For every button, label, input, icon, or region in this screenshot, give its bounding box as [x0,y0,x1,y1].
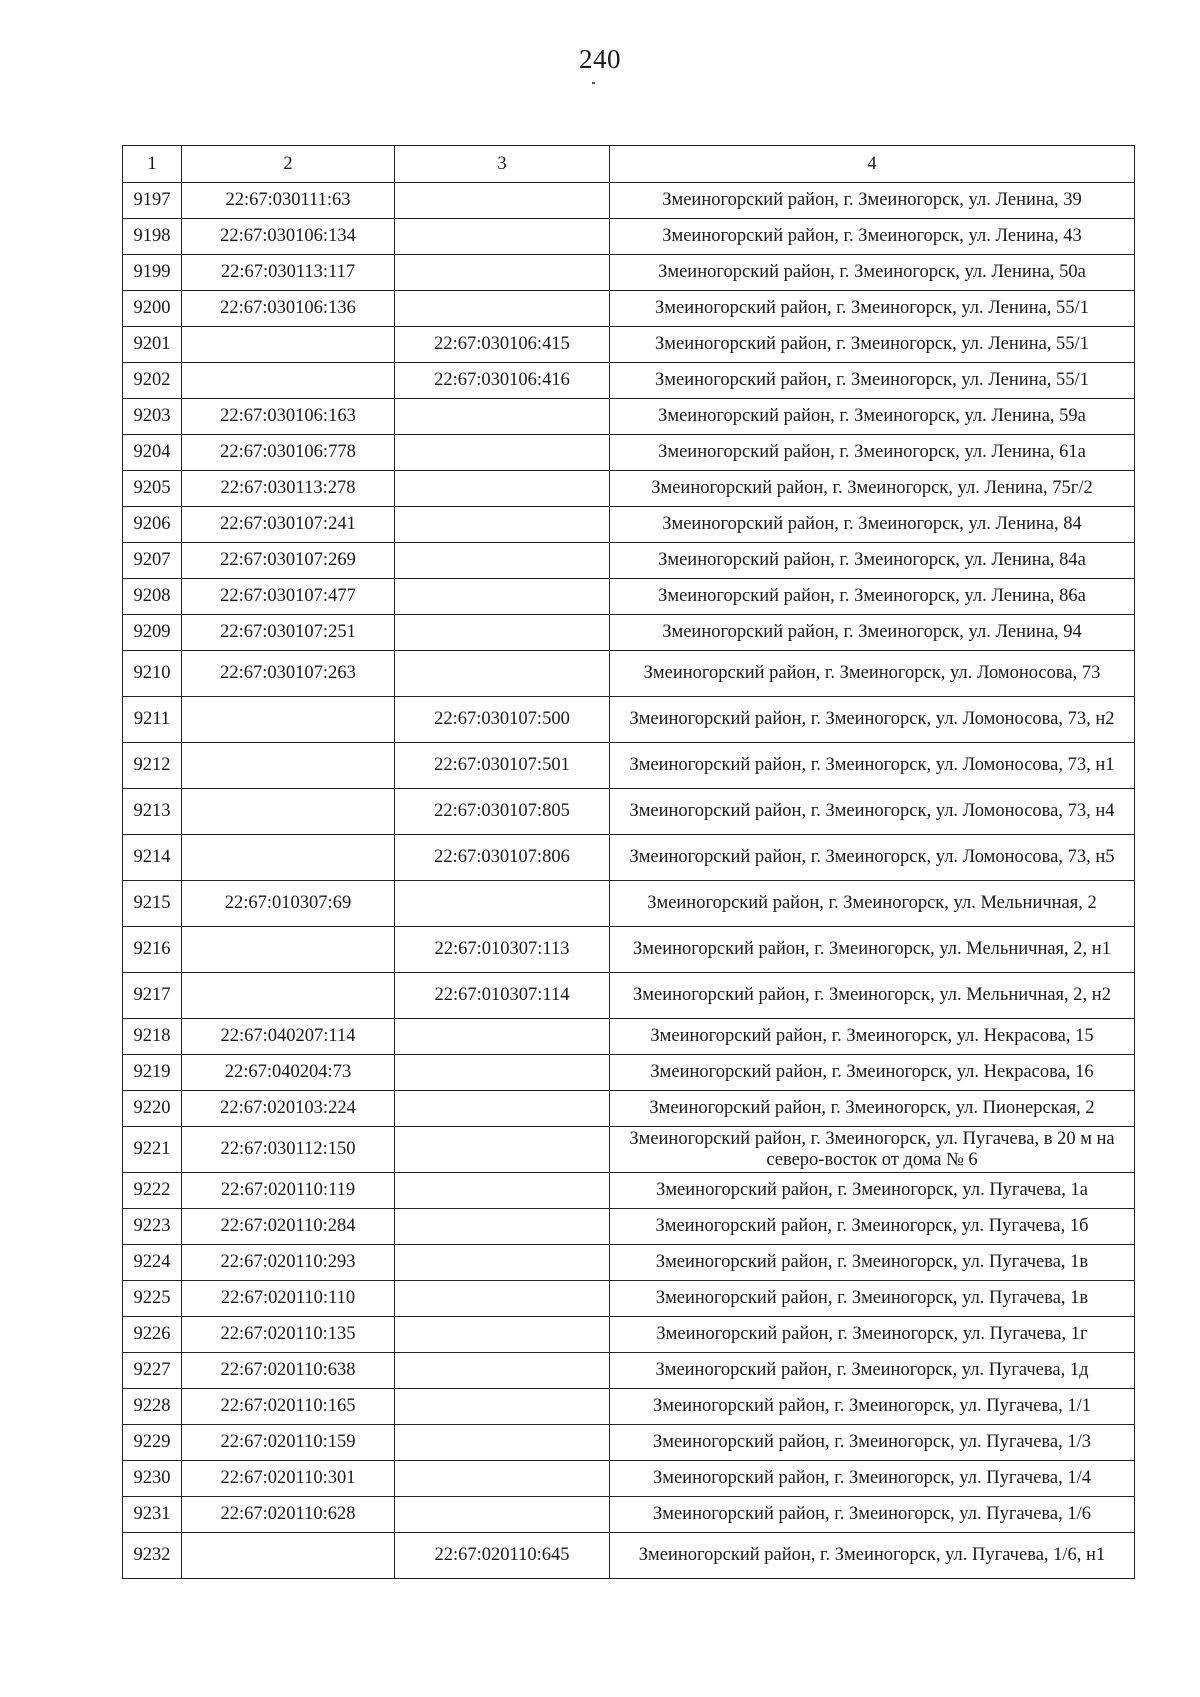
table-row [123,789,1135,835]
building-cadastral-number-cell [395,651,610,697]
building-cadastral-number-cell [395,255,610,291]
cadastral-number-cell: 22:67:010307:69 [182,881,395,927]
building-cadastral-number-cell: 22:67:010307:113 [395,927,610,973]
address-cell: Змеиногорский район, г. Змеиногорск, ул. Пугачева, 1в [610,1281,1135,1317]
row-number-cell: 9232 [123,1533,182,1579]
building-cadastral-number-cell [395,1497,610,1533]
table-row [123,1209,1135,1245]
table-row [123,1091,1135,1127]
row-number-cell: 9230 [123,1461,182,1497]
row-number-cell: 9228 [123,1389,182,1425]
row-number-cell: 9210 [123,651,182,697]
building-cadastral-number-cell [395,399,610,435]
cadastral-number-cell: 22:67:020110:284 [182,1209,395,1245]
table-row [123,1389,1135,1425]
building-cadastral-number-cell [395,1317,610,1353]
cadastral-number-cell: 22:67:020110:165 [182,1389,395,1425]
row-number-cell: 9220 [123,1091,182,1127]
cadastral-number-cell [182,363,395,399]
address-cell: Змеиногорский район, г. Змеиногорск, ул. Пугачева, 1д [610,1353,1135,1389]
table-row [123,1461,1135,1497]
table-row [123,835,1135,881]
building-cadastral-number-cell [395,507,610,543]
address-cell: Змеиногорский район, г. Змеиногорск, ул. Некрасова, 16 [610,1055,1135,1091]
address-cell: Змеиногорский район, г. Змеиногорск, ул. Ломоносова, 73 [610,651,1135,697]
row-number-cell: 9197 [123,183,182,219]
address-cell: Змеиногорский район, г. Змеиногорск, ул. Ленина, 86а [610,579,1135,615]
header-col-2: 2 [182,146,395,183]
row-number-cell: 9216 [123,927,182,973]
row-number-cell: 9207 [123,543,182,579]
row-number-cell: 9229 [123,1425,182,1461]
building-cadastral-number-cell [395,1461,610,1497]
row-number-cell: 9205 [123,471,182,507]
row-number-cell: 9203 [123,399,182,435]
cadastral-number-cell [182,835,395,881]
cadastral-number-cell: 22:67:030107:477 [182,579,395,615]
scan-speck [592,82,595,84]
building-cadastral-number-cell: 22:67:020110:645 [395,1533,610,1579]
table-row [123,471,1135,507]
address-cell: Змеиногорский район, г. Змеиногорск, ул. Ленина, 94 [610,615,1135,651]
table-row [123,1019,1135,1055]
row-number-cell: 9221 [123,1127,182,1173]
cadastral-number-cell [182,697,395,743]
cadastral-number-cell: 22:67:020110:293 [182,1245,395,1281]
address-cell: Змеиногорский район, г. Змеиногорск, ул. Ленина, 43 [610,219,1135,255]
building-cadastral-number-cell: 22:67:030107:500 [395,697,610,743]
table-row [123,1245,1135,1281]
building-cadastral-number-cell [395,1245,610,1281]
building-cadastral-number-cell [395,1091,610,1127]
row-number-cell: 9214 [123,835,182,881]
cadastral-number-cell: 22:67:030111:63 [182,183,395,219]
header-col-3: 3 [395,146,610,183]
cadastral-number-cell: 22:67:030106:163 [182,399,395,435]
address-cell: Змеиногорский район, г. Змеиногорск, ул. Ломоносова, 73, н1 [610,743,1135,789]
row-number-cell: 9225 [123,1281,182,1317]
building-cadastral-number-cell [395,291,610,327]
cadastral-number-cell: 22:67:020110:301 [182,1461,395,1497]
address-cell: Змеиногорский район, г. Змеиногорск, ул. Ленина, 55/1 [610,363,1135,399]
cadastral-number-cell [182,743,395,789]
header-col-4: 4 [610,146,1135,183]
cadastral-number-cell: 22:67:030107:241 [182,507,395,543]
address-cell: Змеиногорский район, г. Змеиногорск, ул. Ленина, 59а [610,399,1135,435]
cadastral-number-cell [182,927,395,973]
building-cadastral-number-cell [395,219,610,255]
cadastral-number-cell: 22:67:020110:628 [182,1497,395,1533]
row-number-cell: 9222 [123,1173,182,1209]
address-cell: Змеиногорский район, г. Змеиногорск, ул. Ленина, 84а [610,543,1135,579]
table-row [123,543,1135,579]
address-cell: Змеиногорский район, г. Змеиногорск, ул. Ломоносова, 73, н4 [610,789,1135,835]
building-cadastral-number-cell: 22:67:010307:114 [395,973,610,1019]
cadastral-number-cell: 22:67:020110:135 [182,1317,395,1353]
row-number-cell: 9211 [123,697,182,743]
address-cell: Змеиногорский район, г. Змеиногорск, ул. Пугачева, 1/4 [610,1461,1135,1497]
table-row [123,697,1135,743]
building-cadastral-number-cell [395,579,610,615]
page-number: 240 [579,44,621,74]
table-row [123,507,1135,543]
cadastral-number-cell: 22:67:020110:110 [182,1281,395,1317]
cadastral-number-cell: 22:67:030113:117 [182,255,395,291]
table-row [123,291,1135,327]
table-row [123,219,1135,255]
address-cell: Змеиногорский район, г. Змеиногорск, ул. Мельничная, 2, н2 [610,973,1135,1019]
table-row [123,1127,1135,1173]
building-cadastral-number-cell [395,1019,610,1055]
address-cell: Змеиногорский район, г. Змеиногорск, ул. Пугачева, 1а [610,1173,1135,1209]
row-number-cell: 9204 [123,435,182,471]
table-row [123,881,1135,927]
row-number-cell: 9226 [123,1317,182,1353]
building-cadastral-number-cell [395,1209,610,1245]
row-number-cell: 9208 [123,579,182,615]
address-cell: Змеиногорский район, г. Змеиногорск, ул. Пугачева, 1б [610,1209,1135,1245]
cadastral-number-cell: 22:67:030112:150 [182,1127,395,1173]
address-cell: Змеиногорский район, г. Змеиногорск, ул. Ломоносова, 73, н5 [610,835,1135,881]
cadastral-number-cell: 22:67:020110:159 [182,1425,395,1461]
address-cell: Змеиногорский район, г. Змеиногорск, ул. Пугачева, 1/3 [610,1425,1135,1461]
table-row [123,327,1135,363]
building-cadastral-number-cell [395,1389,610,1425]
row-number-cell: 9199 [123,255,182,291]
building-cadastral-number-cell [395,881,610,927]
building-cadastral-number-cell [395,1425,610,1461]
table-row [123,743,1135,789]
row-number-cell: 9231 [123,1497,182,1533]
building-cadastral-number-cell [395,1173,610,1209]
cadastral-number-cell: 22:67:020110:638 [182,1353,395,1389]
table-row [123,1497,1135,1533]
row-number-cell: 9209 [123,615,182,651]
address-cell: Змеиногорский район, г. Змеиногорск, ул. Ленина, 55/1 [610,327,1135,363]
table-row [123,1353,1135,1389]
cadastral-number-cell [182,1533,395,1579]
row-number-cell: 9200 [123,291,182,327]
cadastral-number-cell [182,327,395,363]
row-number-cell: 9212 [123,743,182,789]
building-cadastral-number-cell [395,1127,610,1173]
building-cadastral-number-cell: 22:67:030106:416 [395,363,610,399]
row-number-cell: 9223 [123,1209,182,1245]
table-row [123,1533,1135,1579]
building-cadastral-number-cell: 22:67:030107:501 [395,743,610,789]
building-cadastral-number-cell [395,615,610,651]
cadastral-number-cell: 22:67:030113:278 [182,471,395,507]
address-cell: Змеиногорский район, г. Змеиногорск, ул. Пугачева, 1/1 [610,1389,1135,1425]
table-row [123,1281,1135,1317]
row-number-cell: 9202 [123,363,182,399]
cadastral-number-cell: 22:67:030106:134 [182,219,395,255]
cadastral-number-cell [182,789,395,835]
cadastral-number-cell: 22:67:030106:136 [182,291,395,327]
row-number-cell: 9206 [123,507,182,543]
address-cell: Змеиногорский район, г. Змеиногорск, ул. Некрасова, 15 [610,1019,1135,1055]
table-row [123,1317,1135,1353]
address-cell: Змеиногорский район, г. Змеиногорск, ул. Ленина, 50а [610,255,1135,291]
address-cell: Змеиногорский район, г. Змеиногорск, ул. Ленина, 61а [610,435,1135,471]
table-row [123,651,1135,697]
building-cadastral-number-cell [395,183,610,219]
row-number-cell: 9224 [123,1245,182,1281]
table-row [123,615,1135,651]
table-row [123,183,1135,219]
row-number-cell: 9217 [123,973,182,1019]
row-number-cell: 9213 [123,789,182,835]
cadastral-number-cell: 22:67:040204:73 [182,1055,395,1091]
row-number-cell: 9198 [123,219,182,255]
cadastral-number-cell: 22:67:020103:224 [182,1091,395,1127]
address-cell: Змеиногорский район, г. Змеиногорск, ул. Пугачева, в 20 м на северо-восток от дома № 6 [610,1127,1135,1173]
address-cell: Змеиногорский район, г. Змеиногорск, ул. Пионерская, 2 [610,1091,1135,1127]
row-number-cell: 9218 [123,1019,182,1055]
building-cadastral-number-cell [395,435,610,471]
address-cell: Змеиногорский район, г. Змеиногорск, ул. Пугачева, 1/6 [610,1497,1135,1533]
table-row [123,363,1135,399]
address-cell: Змеиногорский район, г. Змеиногорск, ул. Ленина, 39 [610,183,1135,219]
header-col-1: 1 [123,146,182,183]
table-row [123,927,1135,973]
row-number-cell: 9215 [123,881,182,927]
address-cell: Змеиногорский район, г. Змеиногорск, ул. Мельничная, 2 [610,881,1135,927]
table-row [123,973,1135,1019]
building-cadastral-number-cell [395,1353,610,1389]
building-cadastral-number-cell [395,471,610,507]
address-cell: Змеиногорский район, г. Змеиногорск, ул. Пугачева, 1г [610,1317,1135,1353]
address-cell: Змеиногорский район, г. Змеиногорск, ул. Ленина, 84 [610,507,1135,543]
table-row [123,1055,1135,1091]
address-cell: Змеиногорский район, г. Змеиногорск, ул. Пугачева, 1/6, н1 [610,1533,1135,1579]
building-cadastral-number-cell [395,1281,610,1317]
building-cadastral-number-cell: 22:67:030107:805 [395,789,610,835]
address-cell: Змеиногорский район, г. Змеиногорск, ул. Пугачева, 1в [610,1245,1135,1281]
building-cadastral-number-cell: 22:67:030107:806 [395,835,610,881]
cadastral-number-cell: 22:67:030107:263 [182,651,395,697]
address-cell: Змеиногорский район, г. Змеиногорск, ул. Ломоносова, 73, н2 [610,697,1135,743]
row-number-cell: 9219 [123,1055,182,1091]
row-number-cell: 9227 [123,1353,182,1389]
row-number-cell: 9201 [123,327,182,363]
cadastral-number-cell: 22:67:030107:251 [182,615,395,651]
address-cell: Змеиногорский район, г. Змеиногорск, ул. Мельничная, 2, н1 [610,927,1135,973]
table-row [123,1173,1135,1209]
cadastral-number-cell [182,973,395,1019]
cadastral-number-cell: 22:67:040207:114 [182,1019,395,1055]
building-cadastral-number-cell [395,543,610,579]
building-cadastral-number-cell [395,1055,610,1091]
table-row [123,255,1135,291]
cadastral-number-cell: 22:67:020110:119 [182,1173,395,1209]
table-row [123,435,1135,471]
building-cadastral-number-cell: 22:67:030106:415 [395,327,610,363]
table-row [123,579,1135,615]
address-cell: Змеиногорский район, г. Змеиногорск, ул. Ленина, 75г/2 [610,471,1135,507]
table-row [123,399,1135,435]
cadastral-number-cell: 22:67:030106:778 [182,435,395,471]
table-header-row [123,146,1135,183]
registry-table [122,145,1135,1579]
table-row [123,1425,1135,1461]
cadastral-number-cell: 22:67:030107:269 [182,543,395,579]
address-cell: Змеиногорский район, г. Змеиногорск, ул. Ленина, 55/1 [610,291,1135,327]
